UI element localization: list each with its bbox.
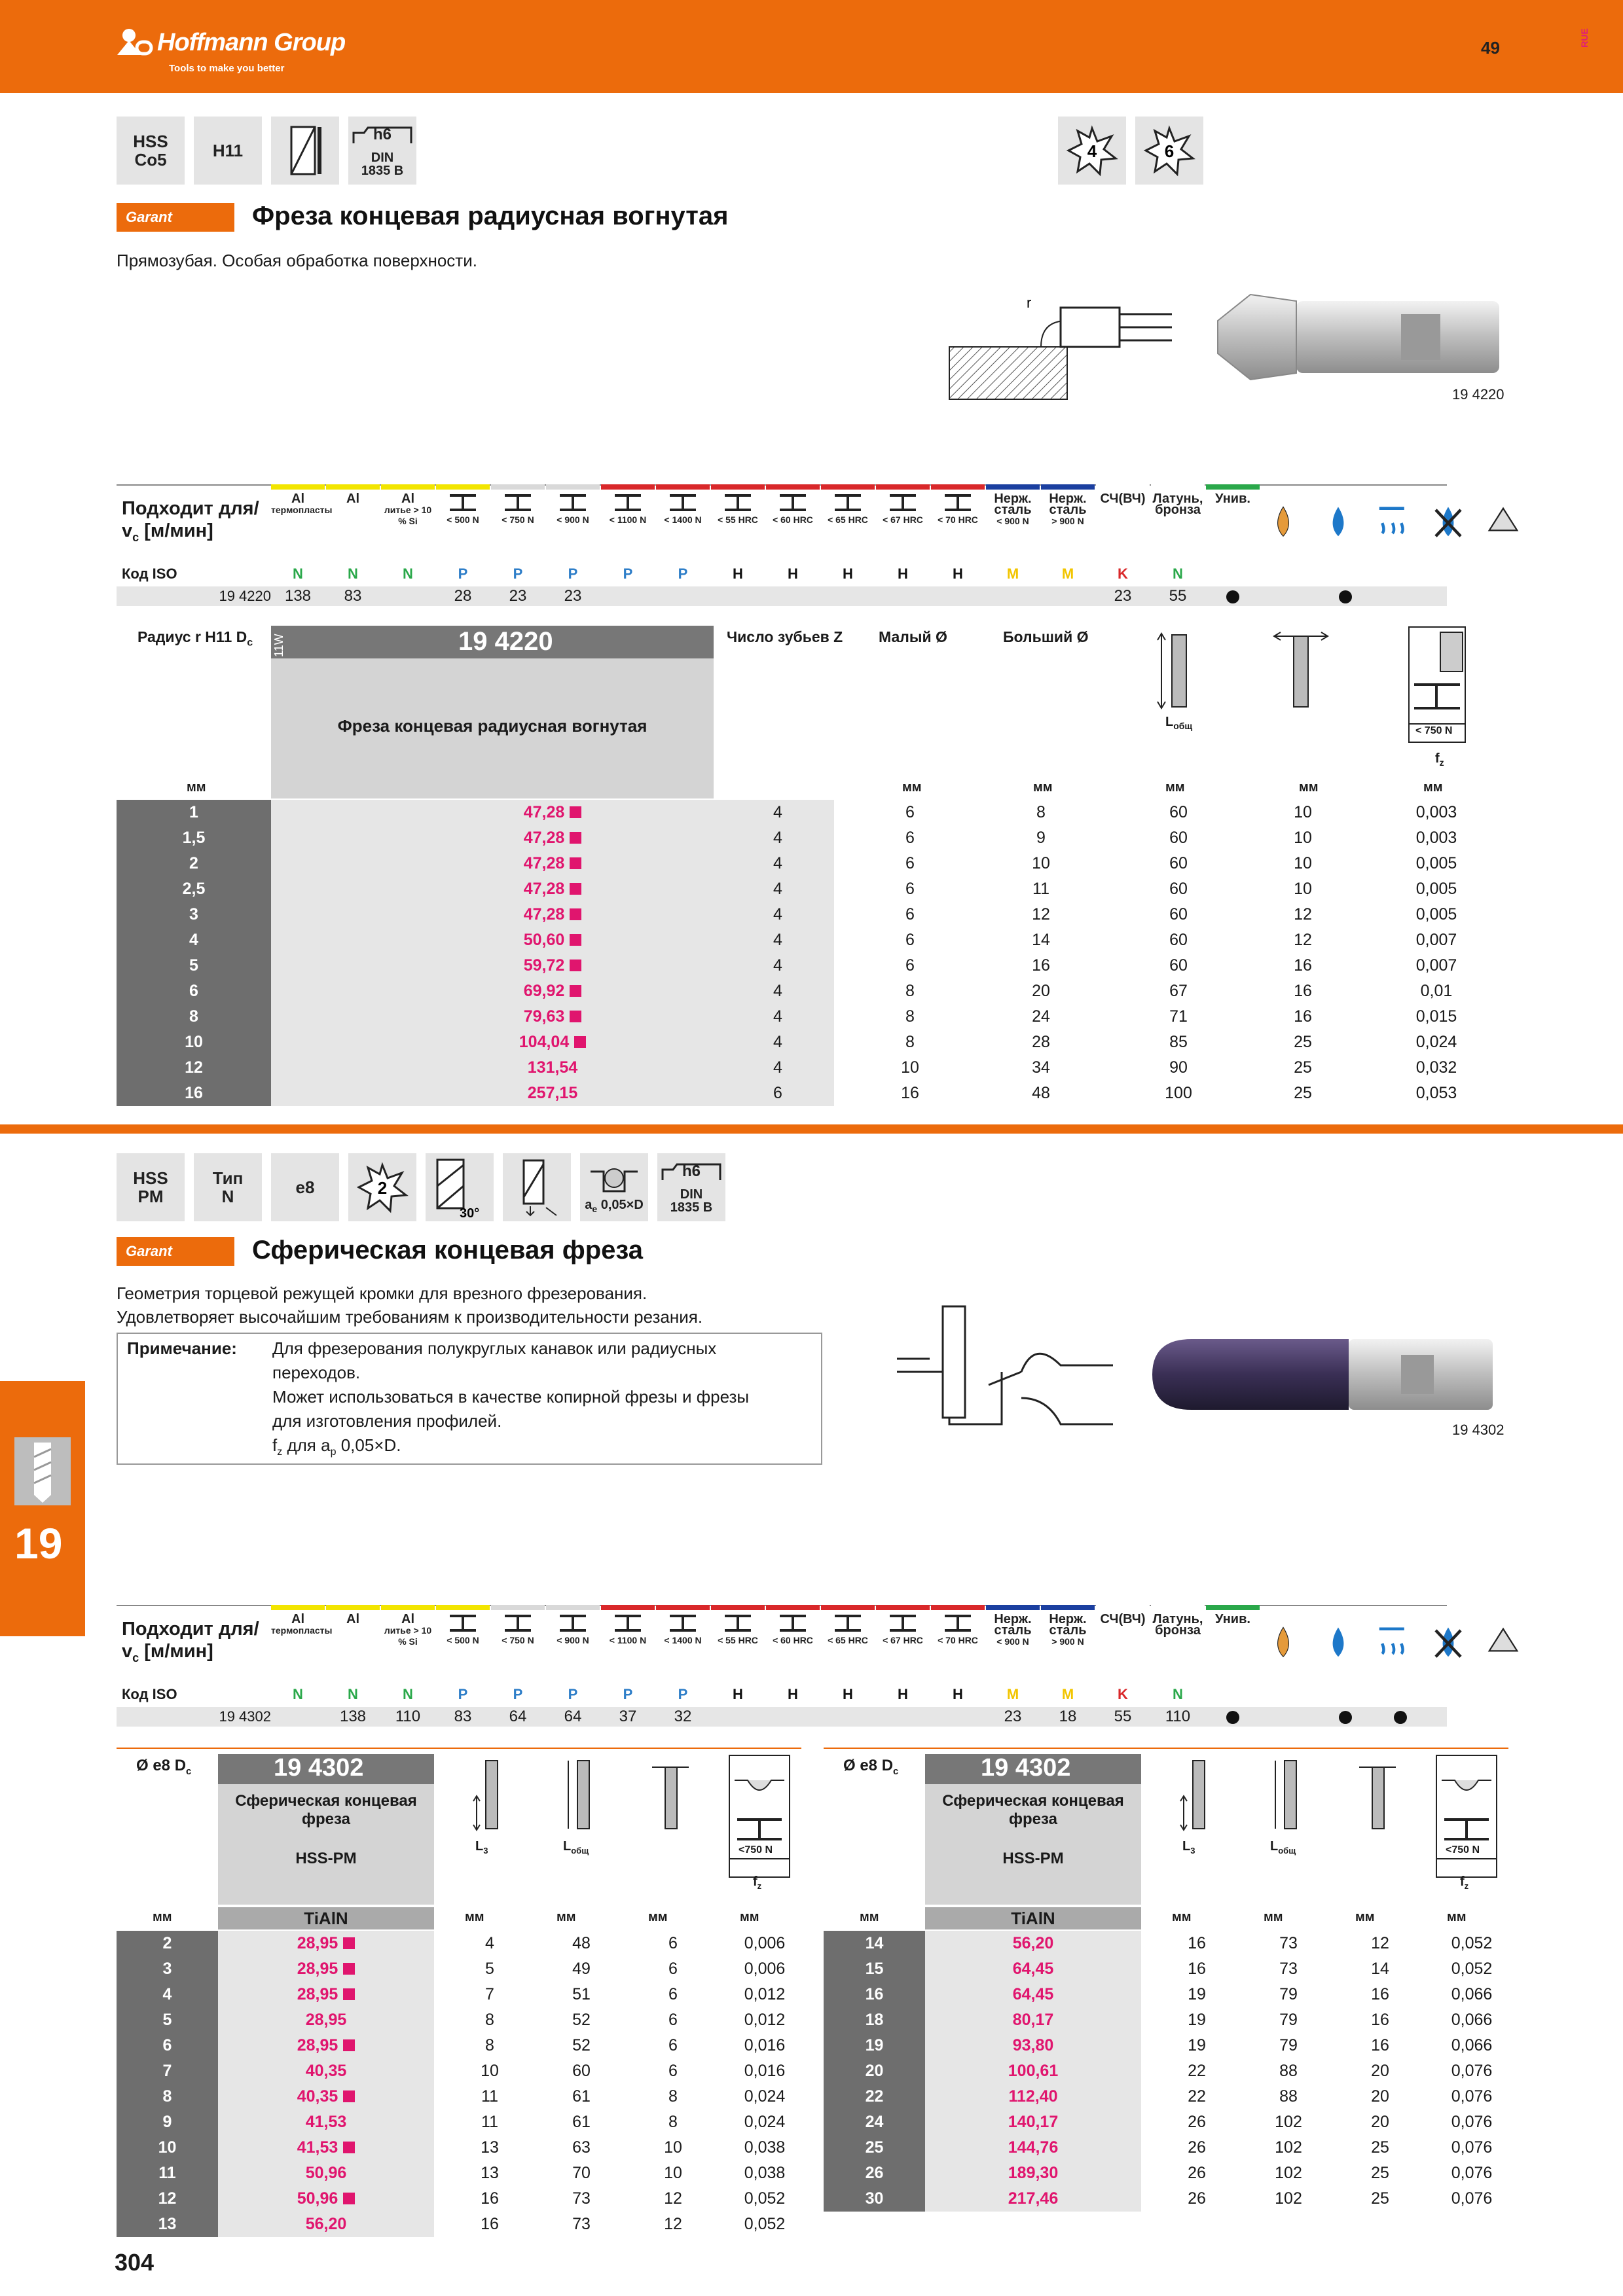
iso-row-2: Код ISO N N N P P P P P H H H H H M M K N xyxy=(122,1686,1183,1702)
type-badge: Тип N xyxy=(194,1153,262,1221)
steel-beam-icon xyxy=(723,493,752,512)
steel-beam-icon xyxy=(503,1614,532,1632)
steel-beam-icon xyxy=(558,1614,587,1632)
table-row: 15 64,45 16 73 14 0,052 xyxy=(824,1956,1508,1982)
table-row: 7 40,35 10 60 6 0,016 xyxy=(117,2058,801,2084)
table-row: 12 50,96 16 73 12 0,052 xyxy=(117,2186,801,2212)
svg-text:r: r xyxy=(1027,295,1032,311)
table-row: 3 28,95 5 49 6 0,006 xyxy=(117,1956,801,1982)
table-row: 13 56,20 16 73 12 0,052 xyxy=(117,2212,801,2237)
table-row: 24 140,17 26 102 20 0,076 xyxy=(824,2109,1508,2135)
steel-beam-icon xyxy=(558,493,587,512)
din-shank-badge-2: h6 DIN 1835 B xyxy=(657,1153,725,1221)
table-row: 20 100,61 22 88 20 0,076 xyxy=(824,2058,1508,2084)
material-col: < 1100 N xyxy=(601,1605,655,1678)
din-shank-badge: h6 DIN 1835 B xyxy=(348,117,416,185)
material-table-1 xyxy=(117,484,1447,610)
cutting-diagram-2 xyxy=(890,1300,1126,1431)
material-badge: HSS Co5 xyxy=(117,117,185,185)
air-blast-icon xyxy=(1485,504,1522,541)
material-col: < 70 HRC xyxy=(931,1605,985,1678)
overall-length-icon-2 xyxy=(1269,1758,1308,1837)
shank-diameter-icon-2 xyxy=(651,1758,690,1837)
material-col: Нерж. сталь > 900 N xyxy=(1041,1605,1095,1678)
chapter-number: 19 xyxy=(14,1519,63,1568)
material-table-2: Подходит для/ $v_c$ [м/мин] Al термопласты Al Al литье > 10 % Si < 500 N < 750 N < 900 N < 1100 N < 1400 N < 55 HRC < 60 HRC < 65 HRC < 67 HRC < 70 HRC Нерж. сталь < 900 N Нерж. сталь > 900 N СЧ(ВЧ) Латунь, бронза Унив. Код ISO N N N P P P P P H H H H H M M K N 19 4302 138 110 83 64 64 37 32 23 18 55 110 xyxy=(117,1605,1447,1731)
table-row: 9 41,53 11 61 8 0,024 xyxy=(117,2109,801,2135)
table-row: 18 80,17 19 79 16 0,066 xyxy=(824,2007,1508,2033)
material-col: СЧ(ВЧ) xyxy=(1096,1605,1150,1678)
material-col: < 67 HRC xyxy=(876,1605,930,1678)
table-row: 11 50,96 13 70 10 0,038 xyxy=(117,2161,801,2186)
feed-per-tooth-icon-2 xyxy=(728,1754,791,1878)
overall-length-icon-2 xyxy=(562,1758,601,1837)
article-code-1: 19 4220 xyxy=(1452,386,1504,403)
suitable-for-label: Подходит для/ $v_c$ [м/мин] xyxy=(122,498,259,544)
material-col: Латунь, бронза xyxy=(1151,484,1205,558)
helix-angle-icon xyxy=(426,1153,494,1221)
brand-name: Hoffmann Group xyxy=(157,29,346,56)
steel-beam-icon xyxy=(668,1614,697,1632)
table-row: 19 93,80 19 79 16 0,066 xyxy=(824,2033,1508,2058)
material-col: < 500 N xyxy=(436,484,490,558)
steel-beam-icon xyxy=(833,493,862,512)
table-row: 12 131,54 4 10 34 90 25 0,032 xyxy=(117,1055,1447,1081)
material-col: Унив. xyxy=(1206,484,1260,558)
chapter-tab xyxy=(0,1381,85,1636)
material-col: < 60 HRC xyxy=(766,1605,820,1678)
iso-row: Код ISO N N N P P P P P H H H H H M M K N xyxy=(122,565,1183,582)
section2-desc-2: Удовлетворяет высочайшим требованиям к производительности резания. xyxy=(117,1307,703,1327)
table-row: 14 56,20 16 73 12 0,052 xyxy=(824,1931,1508,1956)
material-col: < 1400 N xyxy=(656,1605,710,1678)
teeth-6-icon xyxy=(1135,117,1203,185)
small-dia-header: Малый Ø xyxy=(879,628,947,645)
big-dia-header: Больший Ø xyxy=(1003,628,1089,645)
svg-text:30°: 30° xyxy=(460,1206,480,1219)
steel-beam-icon xyxy=(668,493,697,512)
table-row: 5 59,72 4 6 16 60 16 0,007 xyxy=(117,953,1447,978)
table-row: 16 257,15 6 16 48 100 25 0,053 xyxy=(117,1081,1447,1106)
vc-row-2: 19 4302 138 110 83 64 64 37 32 23 18 55 110 xyxy=(117,1707,1447,1727)
shank-diameter-icon-2 xyxy=(1358,1758,1397,1837)
garant-brand-label: Garant xyxy=(117,203,234,232)
table-row: 16 64,45 19 79 16 0,066 xyxy=(824,1982,1508,2007)
tool-photo-2 xyxy=(1152,1329,1506,1420)
material-col: < 900 N xyxy=(546,1605,600,1678)
steel-beam-icon xyxy=(448,1614,477,1632)
material-col: СЧ(ВЧ) xyxy=(1096,484,1150,558)
material-col: < 70 HRC xyxy=(931,484,985,558)
steel-beam-icon xyxy=(888,1614,917,1632)
product-name: Фреза концевая радиусная вогнутая xyxy=(337,716,647,736)
table-row: 22 112,40 22 88 20 0,076 xyxy=(824,2084,1508,2109)
note-box: Примечание: Для фрезерования полукруглых канавок или радиусных переходов. Может использоваться в качестве копирной фрезы и фрезы для изготовления профилей. $f_z$ для $a_p$ 0,05×D. xyxy=(117,1333,822,1465)
material-col: Al термопласты xyxy=(271,484,325,558)
steel-beam-icon xyxy=(613,493,642,512)
svg-text:2: 2 xyxy=(377,1178,388,1198)
shank-diameter-icon xyxy=(1271,628,1330,713)
dry-cutting-icon xyxy=(1430,1624,1467,1661)
section2-title: Сферическая концевая фреза xyxy=(252,1236,643,1265)
table-row: 2 47,28 4 6 10 60 10 0,005 xyxy=(117,851,1447,876)
teeth-2-icon xyxy=(348,1153,416,1221)
table-row: 5 28,95 8 52 6 0,012 xyxy=(117,2007,801,2033)
table-row: 1,5 47,28 4 6 9 60 10 0,003 xyxy=(117,825,1447,851)
page-number: 304 xyxy=(115,2249,155,2276)
section1-subtitle: Прямозубая. Особая обработка поверхности. xyxy=(117,251,477,270)
material-col: < 55 HRC xyxy=(711,1605,765,1678)
table-row: 4 28,95 7 51 6 0,012 xyxy=(117,1982,801,2007)
material-col: Нерж. сталь < 900 N xyxy=(986,484,1040,558)
dc-header: Радиус r H11 D xyxy=(137,628,247,645)
material-col: < 67 HRC xyxy=(876,484,930,558)
garant-brand-label-2: Garant xyxy=(117,1237,234,1266)
dc-unit: мм xyxy=(187,780,206,795)
coolant-drop-icon xyxy=(1320,504,1357,541)
cutting-length-icon xyxy=(470,1758,509,1837)
steel-beam-icon xyxy=(888,493,917,512)
material-col: Унив. xyxy=(1206,1605,1260,1678)
coolant-drop-icon xyxy=(1320,1624,1357,1661)
table-row: 10 104,04 4 8 28 85 25 0,024 xyxy=(117,1030,1447,1055)
material-col: Al литье > 10 % Si xyxy=(381,484,435,558)
product-code-2: 19 4302 xyxy=(274,1754,364,1782)
mist-coolant-icon xyxy=(1375,504,1412,541)
steel-beam-icon xyxy=(943,1614,972,1632)
product-code-2: 19 4302 xyxy=(981,1754,1071,1782)
tolerance-badge: H11 xyxy=(194,117,262,185)
material-col: < 900 N xyxy=(546,484,600,558)
air-blast-icon xyxy=(1485,1624,1522,1661)
overall-length-icon xyxy=(1154,628,1206,713)
product-code: 19 4220 xyxy=(458,627,553,656)
material-col: < 65 HRC xyxy=(821,1605,875,1678)
oil-drop-icon xyxy=(1265,504,1302,541)
material-col: < 65 HRC xyxy=(821,484,875,558)
hoffmann-logo-icon xyxy=(115,26,154,58)
plunge-icon xyxy=(503,1153,571,1221)
steel-beam-icon xyxy=(833,1614,862,1632)
table-row: 30 217,46 26 102 25 0,076 xyxy=(824,2186,1508,2212)
svg-text:4: 4 xyxy=(1087,141,1097,161)
material-col: < 60 HRC xyxy=(766,484,820,558)
material-badge-2: HSS PM xyxy=(117,1153,185,1221)
table-row: 8 40,35 11 61 8 0,024 xyxy=(117,2084,801,2109)
tolerance-badge-2: e8 xyxy=(271,1153,339,1221)
steel-beam-icon xyxy=(778,493,807,512)
material-col: Нерж. сталь > 900 N xyxy=(1041,484,1095,558)
table-row: 4 50,60 4 6 14 60 12 0,007 xyxy=(117,927,1447,953)
tool-photo-1 xyxy=(1211,275,1512,399)
table-row: 2 28,95 4 48 6 0,006 xyxy=(117,1931,801,1956)
vc-row: 19 4220 138 83 28 23 23 23 55 xyxy=(117,586,1447,606)
cutting-diagram-1 xyxy=(936,281,1185,406)
table-row: 6 69,92 4 8 20 67 16 0,01 xyxy=(117,978,1447,1004)
table-row: 1 47,28 4 6 8 60 10 0,003 xyxy=(117,800,1447,825)
language-code: RUE xyxy=(1578,28,1590,48)
steel-beam-icon xyxy=(943,493,972,512)
table-row: 8 79,63 4 8 24 71 16 0,015 xyxy=(117,1004,1447,1030)
section1-title: Фреза концевая радиусная вогнутая xyxy=(252,202,729,230)
section2-desc-1: Геометрия торцевой режущей кромки для врезного фрезерования. xyxy=(117,1283,647,1303)
table-row: 26 189,30 26 102 25 0,076 xyxy=(824,2161,1508,2186)
feed-per-tooth-icon-2 xyxy=(1435,1754,1498,1878)
steel-beam-icon xyxy=(778,1614,807,1632)
steel-beam-icon xyxy=(723,1614,752,1632)
drill-chapter-icon xyxy=(14,1437,71,1505)
table-row: 2,5 47,28 4 6 11 60 10 0,005 xyxy=(117,876,1447,902)
ae-depth-icon: $a_e$ 0,05×D xyxy=(580,1153,648,1221)
section-divider xyxy=(0,1124,1623,1134)
material-col: Al xyxy=(326,1605,380,1678)
svg-text:6: 6 xyxy=(1164,141,1175,161)
table-row: 3 47,28 4 6 12 60 12 0,005 xyxy=(117,902,1447,927)
material-col: < 1400 N xyxy=(656,484,710,558)
mist-coolant-icon xyxy=(1375,1624,1412,1661)
material-col: < 55 HRC xyxy=(711,484,765,558)
material-col: < 750 N xyxy=(491,1605,545,1678)
steel-beam-icon xyxy=(448,493,477,512)
table-row: 10 41,53 13 63 10 0,038 xyxy=(117,2135,801,2161)
material-col: < 750 N xyxy=(491,484,545,558)
teeth-4-icon xyxy=(1058,117,1126,185)
oil-drop-icon xyxy=(1265,1624,1302,1661)
material-col: < 1100 N xyxy=(601,484,655,558)
steel-beam-icon xyxy=(613,1614,642,1632)
header-page-number: 49 xyxy=(1481,38,1500,58)
material-col: Al термопласты xyxy=(271,1605,325,1678)
teeth-header: Число зубьев Z xyxy=(727,628,843,645)
brand-code: 11W xyxy=(272,634,285,657)
material-col: Al литье > 10 % Si xyxy=(381,1605,435,1678)
cutting-length-icon xyxy=(1177,1758,1216,1837)
table-row: 25 144,76 26 102 25 0,076 xyxy=(824,2135,1508,2161)
brand-tagline: Tools to make you better xyxy=(169,63,285,74)
table-row: 6 28,95 8 52 6 0,016 xyxy=(117,2033,801,2058)
material-col: < 500 N xyxy=(436,1605,490,1678)
material-col: Нерж. сталь < 900 N xyxy=(986,1605,1040,1678)
steel-beam-icon xyxy=(503,493,532,512)
material-col: Латунь, бронза xyxy=(1151,1605,1205,1678)
dry-cutting-icon xyxy=(1430,504,1467,541)
article-code-2: 19 4302 xyxy=(1452,1422,1504,1438)
straight-flute-icon xyxy=(271,117,339,185)
material-col: Al xyxy=(326,484,380,558)
